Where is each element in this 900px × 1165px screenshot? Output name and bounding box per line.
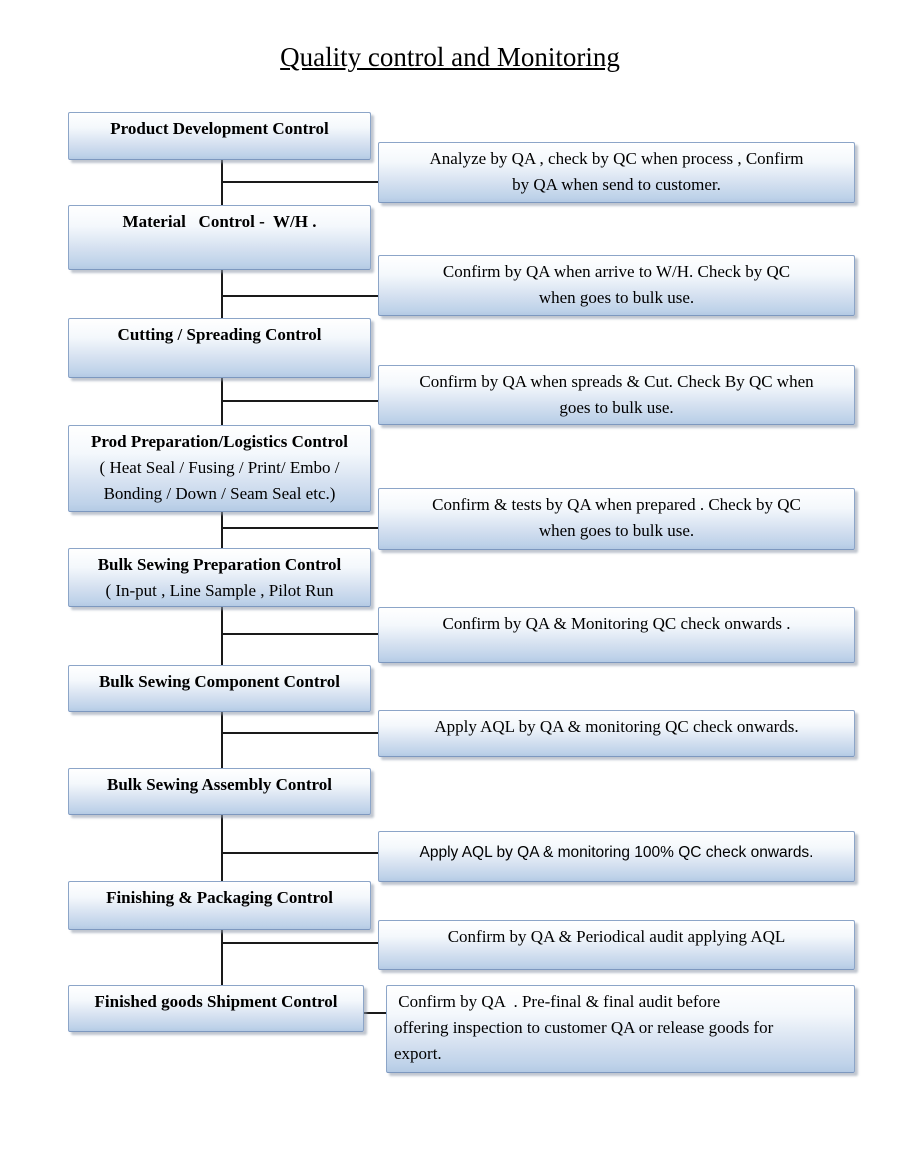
note-text: Confirm & tests by QA when prepared . Check by QC — [432, 495, 801, 514]
connector-horizontal-3 — [221, 400, 378, 402]
note-box-material-control — [378, 255, 855, 316]
note-box-prod-preparation — [378, 488, 855, 550]
stage-box-bulk-sewing-assembly-control — [68, 768, 371, 815]
stage-label: Product Development Control — [110, 119, 329, 138]
connector-vertical-7 — [221, 815, 223, 881]
note-box-product-development — [378, 142, 855, 203]
note-text: Confirm by QA when spreads & Cut. Check By QC when — [419, 372, 814, 391]
stage-sublabel: Bonding / Down / Seam Seal etc.) — [103, 484, 336, 503]
connector-horizontal-6 — [221, 732, 378, 734]
page-title: Quality control and Monitoring — [280, 42, 620, 72]
connector-horizontal-1 — [221, 181, 378, 183]
stage-label: Cutting / Spreading Control — [117, 325, 322, 344]
note-text: export. — [394, 1044, 442, 1063]
stage-label: Finished goods Shipment Control — [94, 992, 338, 1011]
stage-box-bulk-sewing-component-control — [68, 665, 371, 712]
note-box-finishing-packaging — [378, 920, 855, 970]
note-text: Confirm by QA & Monitoring QC check onwards . — [442, 614, 791, 633]
note-box-bulk-sewing-preparation — [378, 607, 855, 663]
note-box-bulk-sewing-component — [378, 710, 855, 757]
stage-box-bulk-sewing-preparation-control — [68, 548, 371, 607]
stage-label: Bulk Sewing Component Control — [98, 672, 341, 691]
note-text: when goes to bulk use. — [538, 521, 695, 540]
stage-box-finished-goods-shipment-control — [68, 985, 364, 1032]
connector-horizontal-4 — [221, 527, 378, 529]
connector-vertical-5 — [221, 607, 223, 665]
stage-sublabel: ( Heat Seal / Fusing / Print/ Embo / — [99, 458, 340, 477]
connector-horizontal-9 — [364, 1012, 386, 1014]
stage-label: Prod Preparation/Logistics Control — [91, 432, 348, 451]
note-text: Confirm by QA & Periodical audit applying AQL — [447, 927, 786, 946]
note-box-finished-goods-shipment — [386, 985, 855, 1073]
stage-label: Bulk Sewing Preparation Control — [97, 555, 342, 574]
note-text: Apply AQL by QA & monitoring QC check onwards. — [434, 717, 799, 736]
connector-vertical-8 — [221, 930, 223, 985]
note-text: Confirm by QA . Pre-final & final audit before — [394, 992, 721, 1011]
note-text: Apply AQL by QA & monitoring 100% QC check onwards. — [419, 844, 814, 861]
note-text: when goes to bulk use. — [538, 288, 695, 307]
stage-box-cutting-spreading-control — [68, 318, 371, 378]
note-box-cutting-spreading — [378, 365, 855, 425]
stage-box-product-development-control — [68, 112, 371, 160]
stage-label: Bulk Sewing Assembly Control — [107, 775, 332, 794]
connector-horizontal-7 — [221, 852, 378, 854]
connector-vertical-6 — [221, 712, 223, 768]
note-text: offering inspection to customer QA or release goods for — [394, 1018, 774, 1037]
stage-label: Finishing & Packaging Control — [106, 888, 333, 907]
connector-horizontal-5 — [221, 633, 378, 635]
note-text: Confirm by QA when arrive to W/H. Check by QC — [442, 262, 791, 281]
stage-sublabel: ( In-put , Line Sample , Pilot Run — [105, 581, 334, 600]
stage-box-material-control — [68, 205, 371, 270]
note-text: Analyze by QA , check by QC when process , Confirm — [429, 149, 804, 168]
note-box-bulk-sewing-assembly — [378, 831, 855, 882]
stage-label: Material Control - W/H . — [122, 212, 317, 231]
connector-vertical-2 — [221, 270, 223, 318]
stage-box-prod-preparation-logistics-control — [68, 425, 371, 512]
note-text: by QA when send to customer. — [512, 175, 721, 194]
note-text: goes to bulk use. — [559, 398, 674, 417]
connector-vertical-4 — [221, 512, 223, 548]
connector-horizontal-8 — [221, 942, 378, 944]
stage-box-finishing-packaging-control — [68, 881, 371, 930]
connector-horizontal-2 — [221, 295, 378, 297]
